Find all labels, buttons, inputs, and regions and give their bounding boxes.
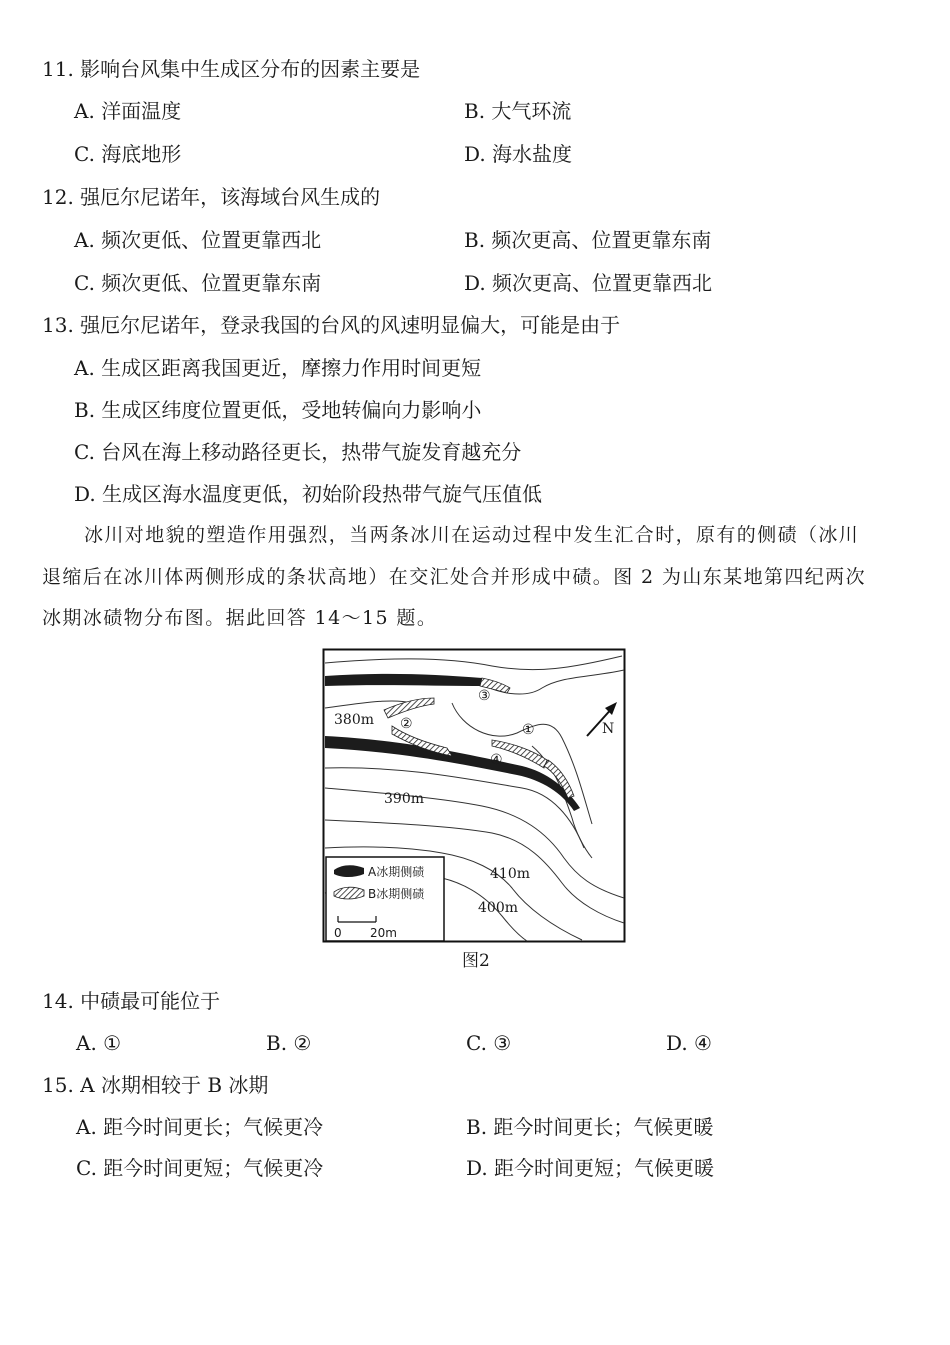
question-11-stem: 11. 影响台风集中生成区分布的因素主要是 bbox=[42, 57, 421, 81]
moraine-map-figure bbox=[322, 648, 627, 944]
question-12-option-a[interactable]: A. 频次更低、位置更靠西北 bbox=[74, 228, 322, 252]
marker-1: ① bbox=[522, 722, 535, 738]
scale-label-20m: 20m bbox=[370, 926, 397, 940]
contour-label-410: 410m bbox=[490, 866, 530, 882]
question-11-option-d[interactable]: D. 海水盐度 bbox=[464, 142, 573, 166]
question-14-option-d[interactable]: D. ④ bbox=[666, 1031, 712, 1055]
legend-b-swatch bbox=[334, 887, 364, 899]
question-13-option-b[interactable]: B. 生成区纬度位置更低，受地转偏向力影响小 bbox=[74, 398, 482, 422]
question-15-option-c[interactable]: C. 距今时间更短；气候更冷 bbox=[76, 1156, 324, 1180]
question-12-option-d[interactable]: D. 频次更高、位置更靠西北 bbox=[464, 271, 713, 295]
question-11-option-b[interactable]: B. 大气环流 bbox=[464, 99, 572, 123]
question-14-option-b[interactable]: B. ② bbox=[266, 1031, 312, 1055]
marker-2: ② bbox=[400, 716, 413, 732]
question-14-option-a[interactable]: A. ① bbox=[76, 1031, 122, 1055]
question-11-option-a[interactable]: A. 洋面温度 bbox=[74, 99, 182, 123]
contour-label-400: 400m bbox=[478, 900, 518, 916]
question-13-option-c[interactable]: C. 台风在海上移动路径更长，热带气旋发育越充分 bbox=[74, 440, 522, 464]
legend-a-label: A冰期侧碛 bbox=[368, 865, 425, 879]
figure-caption: 图2 bbox=[462, 951, 490, 971]
passage-line-3: 冰期冰碛物分布图。据此回答 14～15 题。 bbox=[42, 607, 438, 629]
question-12-stem: 12. 强厄尔尼诺年，该海域台风生成的 bbox=[42, 185, 381, 209]
question-15-option-b[interactable]: B. 距今时间更长；气候更暖 bbox=[466, 1115, 714, 1139]
question-12-option-b[interactable]: B. 频次更高、位置更靠东南 bbox=[464, 228, 712, 252]
north-label: N bbox=[602, 721, 615, 737]
passage-line-2: 退缩后在冰川体两侧形成的条状高地）在交汇处合并形成中碛。图 2 为山东某地第四纪两次 bbox=[42, 566, 866, 588]
question-14-option-c[interactable]: C. ③ bbox=[466, 1031, 512, 1055]
question-15-option-d[interactable]: D. 距今时间更短；气候更暖 bbox=[466, 1156, 715, 1180]
contour-label-390: 390m bbox=[384, 791, 424, 807]
marker-3: ③ bbox=[478, 688, 491, 704]
map-legend bbox=[326, 857, 444, 941]
question-13-stem: 13. 强厄尔尼诺年，登录我国的台风的风速明显偏大，可能是由于 bbox=[42, 313, 621, 337]
passage-line-1: 冰川对地貌的塑造作用强烈，当两条冰川在运动过程中发生汇合时，原有的侧碛（冰川 bbox=[84, 524, 860, 546]
question-13-option-d[interactable]: D. 生成区海水温度更低，初始阶段热带气旋气压值低 bbox=[74, 482, 543, 506]
question-15-option-a[interactable]: A. 距今时间更长；气候更冷 bbox=[76, 1115, 324, 1139]
scale-label-0: 0 bbox=[334, 926, 342, 940]
legend-b-label: B冰期侧碛 bbox=[368, 887, 425, 901]
question-13-option-a[interactable]: A. 生成区距离我国更近，摩擦力作用时间更短 bbox=[74, 356, 482, 380]
question-11-option-c[interactable]: C. 海底地形 bbox=[74, 142, 182, 166]
question-12-option-c[interactable]: C. 频次更低、位置更靠东南 bbox=[74, 271, 322, 295]
question-14-stem: 14. 中碛最可能位于 bbox=[42, 989, 221, 1013]
marker-4: ④ bbox=[490, 752, 503, 768]
contour-label-380: 380m bbox=[334, 712, 374, 728]
question-15-stem: 15. A 冰期相较于 B 冰期 bbox=[42, 1073, 269, 1097]
